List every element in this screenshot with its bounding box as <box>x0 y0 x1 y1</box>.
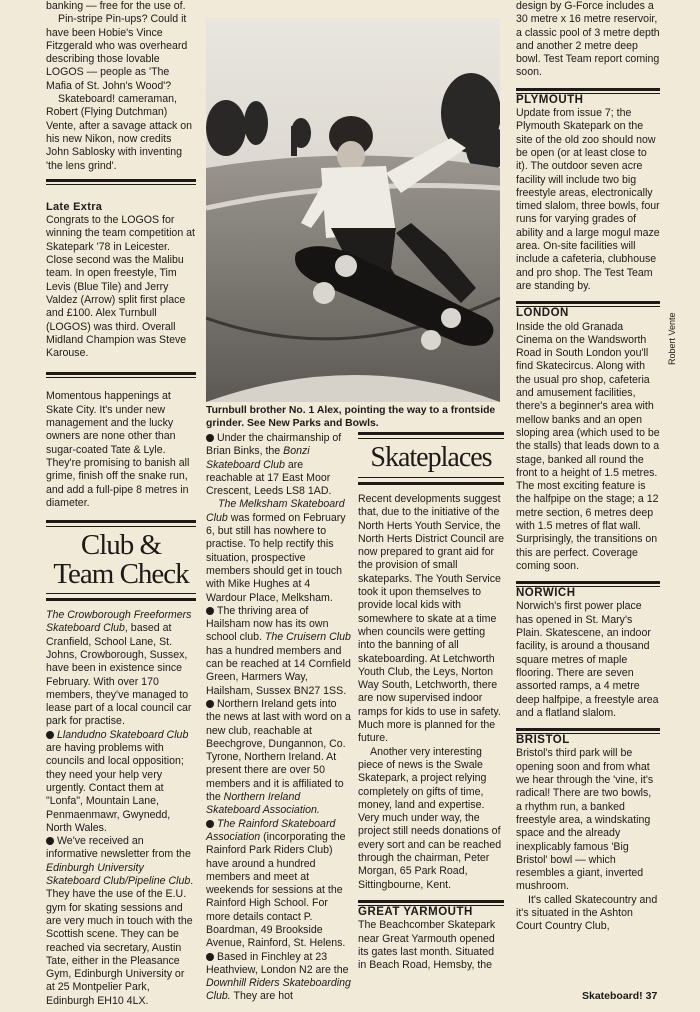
paragraph: It's called Skatecountry and it's situated in the Ashton Court Country Club, <box>516 893 658 933</box>
divider <box>516 581 660 584</box>
divider <box>46 179 196 182</box>
page-folio: Skateboard! 37 <box>582 990 658 1002</box>
club-entry <box>206 818 352 951</box>
club-team-check-title <box>46 520 196 601</box>
club-entry <box>46 729 196 835</box>
divider <box>516 88 660 91</box>
club-name: The Rainford Skateboard Association <box>206 817 336 843</box>
column-1 <box>46 0 196 1008</box>
paragraph: Inside the old Granada Cinema on the Wandsworth Road in South London you'll find Skatecircus. Along with the usual pro shop, cafeteria and amusement facilities, there's a beginner's area with mellow banks and an open sloping area (which used to be the stalls) that leads down to a stage, banked all round the front to a height of 1.5 metres. The most exciting feature is the halfpipe on the stage; a 12 metre section, 6 metres deep with 1.5 metres of flat wall. Surprisingly, the transitions on this are perfect. Coverage coming soon. <box>516 320 660 572</box>
bullet-icon <box>46 731 54 739</box>
great-yarmouth-heading: GREAT YARMOUTH <box>358 905 473 918</box>
title-line: Team Check <box>53 558 189 591</box>
club-entry <box>206 605 352 698</box>
divider <box>358 900 504 903</box>
club-text: The thriving area of Hailsham now has its own school club. <box>206 604 329 644</box>
bullet-icon <box>206 820 214 828</box>
late-extra-text: Congrats to the LOGOS for winning the team competition at Skatepark '78 in Leicester. Close second was the Malibu team. In open freestyle, Tim Levis (Blue Tile) and Jerry Valdez (Arrow) split first place and £100. Alex Turnbull (LOGOS) was third. Overall Midland Champion was Steve Karouse. <box>46 214 195 360</box>
club-text: was formed on February 6, but still has nowhere to practise. To help rectify this situation, prospective members should get in touch with Mike Hughes at 4 Wardour Place, Melksham. <box>206 511 346 604</box>
club-entry <box>206 951 352 1004</box>
column-4 <box>516 0 660 934</box>
club-name: Edinburgh University Skateboard Club/Pipeline Club <box>46 861 191 888</box>
divider <box>46 372 196 375</box>
bullet-icon <box>206 700 214 708</box>
paragraph: Pin-stripe Pin-ups? Could it have been Hobie's Vince Fitzgerald who was overheard describing those lovable LOGOS — people as 'The Mafia of St. John's Wood'? <box>46 13 188 92</box>
paragraph: Another very interesting piece of news is the Swale Skatepark, a project relying completely on gifts of time, money, land and expertise. Very much under way, the project still needs donations of every sort and can be reached through the chairman, Peter Morgan, 65 Park Road, Sittingbourne, Kent. <box>358 745 502 891</box>
club-text: They are hot <box>230 990 293 1003</box>
norwich-heading: NORWICH <box>516 587 576 600</box>
paragraph: Skateboard! cameraman, Robert (Flying Dutchman) Vente, after a savage attack on his new Nikon, now credits John Sablosky with inventing 'the lens grind'. <box>46 93 193 172</box>
divider <box>46 184 196 185</box>
column-2 <box>206 432 352 1004</box>
skateplaces-title <box>358 432 504 485</box>
divider <box>46 377 196 378</box>
club-name: Northern Ireland Skateboard Association. <box>206 791 320 817</box>
london-heading: LONDON <box>516 307 569 320</box>
club-entry <box>46 835 196 1008</box>
club-text: (incorporating the Rainford Park Riders Club) have around a hundred members and meet at weekends for sessions at the Rainford High School. For more details contact P. Boardman, 49 Brookside Avenue, Rainford, St. Helens. <box>206 830 346 950</box>
photo-credit: Robert Vente <box>667 312 677 365</box>
club-name: The Melksham Skateboard Club <box>206 498 345 524</box>
club-entry <box>46 609 196 729</box>
club-name: Downhill Riders Skateboarding Club. <box>206 977 351 1003</box>
club-text: has a hundred members and can be reached at 14 Cornfield Green, Harmers Way, Hailsham, Sussex BN27 1SS. <box>206 644 351 697</box>
club-text: Under the chairmanship of Brian Binks, the <box>206 432 342 458</box>
photo-caption: Turnbull brother No. 1 Alex, pointing the way to a frontside grinder. See New Parks and Bowls. <box>206 405 496 429</box>
late-extra-heading: Late Extra <box>46 200 103 213</box>
club-text: are having problems with councils and local opposition; they need your help very urgently. Contact them at "Lonfa", Mountain Lane, Penmaenmawr, Gwynedd, North Wales. <box>46 742 184 834</box>
bullet-icon <box>46 837 54 845</box>
club-text: Based in Finchley at 23 Heathview, London N2 are the <box>206 950 349 976</box>
title-line: Club & <box>80 529 162 562</box>
club-name: The Cruisern Club <box>264 631 351 644</box>
bullet-icon <box>206 434 214 442</box>
paragraph: Momentous happenings at Skate City. It's under new management and the lucky owners are none other than sugar-coated Tate & Lyle. They're promising to banish all grime, finish off the snake run, and add a full-pipe 8 metres in diameter. <box>46 390 190 509</box>
divider <box>516 301 660 304</box>
paragraph: Bristol's third park will be opening soon and from what we hear through the 'vine, it's radical! There are two bowls, a rhythm run, a banked freestyle area, a windskating space and the already inexplicably famous 'Big Bristol' bowl — which resembles a giant, inverted mushroom. <box>516 747 654 893</box>
club-name: Llandudno Skateboard Club <box>57 728 189 741</box>
club-entry <box>206 432 352 498</box>
paragraph: The Beachcomber Skatepark near Great Yarmouth opened its gates last month. Situated in Beach Road, Hemsby, the <box>358 919 496 972</box>
club-entry <box>206 498 352 604</box>
divider <box>516 728 660 731</box>
paragraph: Norwich's first power place has opened in St. Mary's Plain. Skatescene, an indoor facility, is around a thousand square metres of maple flooring. There are seven assorted ramps, a 4 metre deep halfpipe, a freestyle area and a flatland slalom. <box>516 600 659 719</box>
skater-photo-image <box>206 18 500 402</box>
club-text: . They have the use of the E.U. gym for skating sessions and are very much in touch with the Scottish scene. They can be reached via secretary, Austin Tate, either in the Pleasance Gym, Edinburgh University or at 25 Montpelier Park, Edinburgh EH10 4LX. <box>46 875 194 1007</box>
column-3 <box>358 432 504 972</box>
club-text: We've received an informative newsletter from the <box>46 835 191 861</box>
paragraph: Update from issue 7; the Plymouth Skatepark on the site of the old zoo should now be open (or at least close to it). The outdoor seven acre facility will include two big freestyle areas, electronically timed slalom, three bowls, four runs for varying grades of ability and a large mogul maze area. On-site facilities will include a cafeteria, clubhouse and pro shop. The Test Team are standing by. <box>516 107 660 292</box>
bullet-icon <box>206 953 214 961</box>
bristol-heading: BRISTOL <box>516 734 570 747</box>
paragraph: design by G-Force includes a 30 metre x 16 metre reservoir, a classic pool of 3 metre depth and another 2 metre deep bowl. Test Team report coming soon. <box>516 0 660 79</box>
club-text: , based at Cranfield, School Lane, St. Johns, Crowborough, Sussex, have been in existence since February. With over 170 members, they've managed to lease part of a local council car park for practise. <box>46 622 192 728</box>
paragraph: Recent developments suggest that, due to the initiative of the North Herts Youth Service, the North Herts District Council are now prepared to grant aid for the provision of small skateparks. The Youth Service took it upon themselves to provide local kids with somewhere to skate at a time when councils were getting into the banning of all skateboarding. At Letchworth Youth Club, the Leys, Norton Way South, Letchworth, there are now supervised indoor ramps for kids to use in safety. Much more is planned for the future. <box>358 493 504 745</box>
title-line: Skateplaces <box>370 442 492 473</box>
bullet-icon <box>206 607 214 615</box>
paragraph: banking — free for the use of. <box>46 0 186 12</box>
skater-photo <box>206 18 500 402</box>
club-entry <box>206 698 352 818</box>
plymouth-heading: PLYMOUTH <box>516 93 584 106</box>
club-name: Bonzi Skateboard Club <box>206 445 310 471</box>
club-text: Northern Ireland gets into the news at last with word on a new club, reachable at Beechgrove, Dungannon, Co. Tyrone, Northern Ireland. At present there are over 50 members and it is affiliated to the <box>206 697 351 804</box>
club-name: The Crowborough Freeformers Skateboard Club <box>46 609 192 635</box>
club-text: are reachable at 17 East Moor Crescent, Leeds LS8 1AD. <box>206 458 332 498</box>
